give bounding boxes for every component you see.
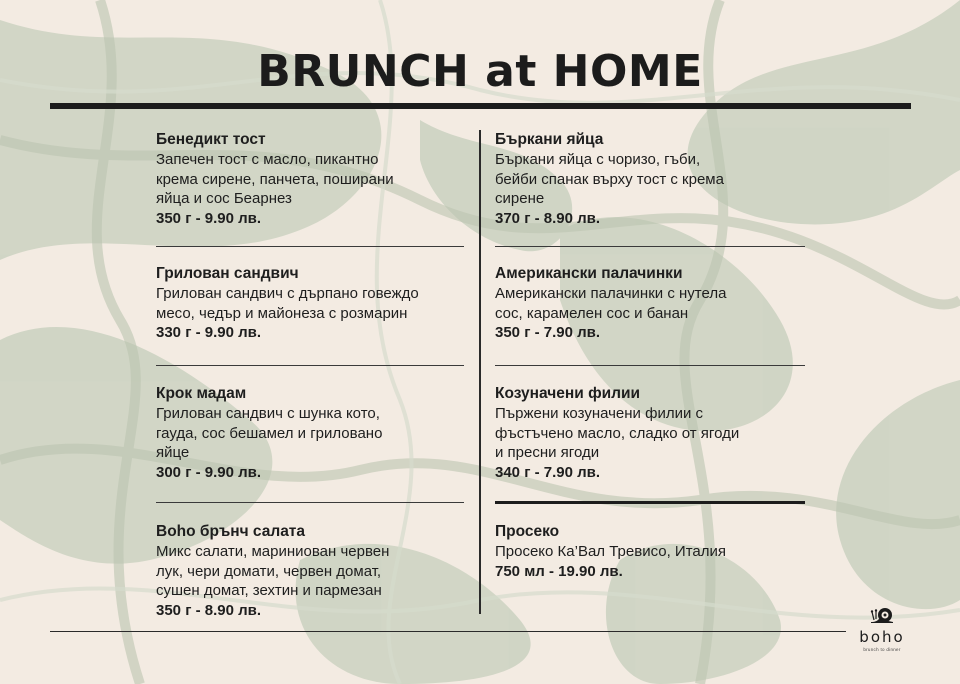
item-desc-line: и пресни ягоди <box>495 444 600 461</box>
menu-item-boho-salad <box>156 522 486 621</box>
item-desc-line: сушен домат, зехтин и пармезан <box>156 582 382 599</box>
item-price: 350 г - 7.90 лв. <box>495 324 601 341</box>
item-name: Boho брънч салата <box>156 523 306 540</box>
item-name: Американски палачинки <box>495 265 683 282</box>
item-separator <box>156 246 464 247</box>
item-desc-line: лук, чери домати, червен домат, <box>156 562 382 580</box>
item-desc-line: сос, карамелен сос и банан <box>495 304 689 322</box>
page-title: BRUNCH at HOME <box>257 46 703 97</box>
item-price: 750 мл - 19.90 лв. <box>495 562 623 580</box>
item-name: Бенедикт тост <box>156 131 266 148</box>
item-price: 350 г - 8.90 лв. <box>156 601 262 619</box>
item-desc-line: бейби спанак върху тост с крема <box>495 170 724 188</box>
menu-item-benedict-toast <box>156 130 486 229</box>
item-desc-line: Запечен тост с масло, пикантно <box>156 151 379 168</box>
item-desc-line: Грилован сандвич с шунка кото, <box>156 405 380 422</box>
item-name: Грилован сандвич <box>156 265 299 282</box>
menu-item-prosecco <box>495 522 825 582</box>
item-desc-line: Грилован сандвич с дърпано говеждо <box>156 285 419 302</box>
item-name: Бъркани яйца <box>495 131 604 148</box>
item-separator <box>156 502 464 503</box>
item-desc-line: яйца и сос Беарнез <box>156 190 292 207</box>
menu-item-croque-madame <box>156 384 486 483</box>
menu-item-scrambled-eggs <box>495 130 825 229</box>
snail-icon <box>867 603 897 625</box>
item-desc-line: яйце <box>156 444 190 461</box>
item-price: 300 г - 9.90 лв. <box>156 463 262 481</box>
item-desc-line: крема сирене, панчета, поширани <box>156 170 394 188</box>
item-desc-line: Американски палачинки с нутела <box>495 285 727 302</box>
menu-item-french-toast <box>495 384 825 483</box>
item-desc-line: сирене <box>495 190 545 207</box>
item-name: Крок мадам <box>156 385 247 402</box>
item-separator <box>495 365 805 366</box>
item-price: 350 г - 9.90 лв. <box>156 209 262 227</box>
item-price: 370 г - 8.90 лв. <box>495 209 601 227</box>
footer-rule <box>50 631 846 632</box>
item-desc-line: месо, чедър и майонеза с розмарин <box>156 304 408 322</box>
item-desc-line: Пържени козуначени филии с <box>495 405 704 422</box>
item-desc-line: гауда, сос бешамел и грилованo <box>156 424 383 442</box>
item-separator <box>495 246 805 247</box>
item-desc-line: Микс салати, мариниован червен <box>156 543 390 560</box>
item-price: 330 г - 9.90 лв. <box>156 324 262 341</box>
menu-item-american-pancakes <box>495 264 825 343</box>
item-name: Просеко <box>495 523 560 540</box>
item-price: 340 г - 7.90 лв. <box>495 463 601 481</box>
item-desc-line: Бъркани яйца с чоризо, гъби, <box>495 151 701 168</box>
item-desc-line: фъстъчено масло, сладко от ягоди <box>495 424 740 442</box>
logo-text: boho <box>859 628 905 646</box>
boho-logo <box>850 603 914 653</box>
item-separator <box>156 365 464 366</box>
drinks-separator <box>495 501 805 504</box>
title-rule <box>50 103 911 109</box>
menu-item-grilled-sandwich <box>156 264 486 343</box>
item-desc-line: Просеко Ка’Вал Тревисо, Италия <box>495 543 727 560</box>
logo-subtitle: brunch to dinner <box>863 647 901 652</box>
item-name: Козуначени филии <box>495 385 641 402</box>
